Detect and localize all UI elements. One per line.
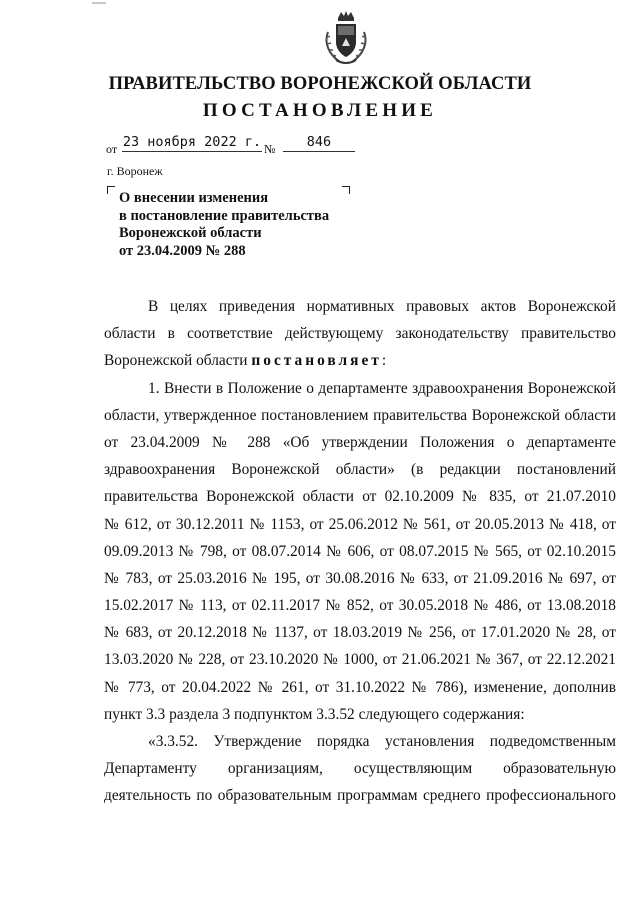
resolves-word: постановляет	[251, 352, 382, 370]
city-name: г. Воронеж	[107, 164, 163, 178]
subject-block	[119, 190, 359, 260]
subject-bracket-left	[107, 186, 115, 194]
coat-of-arms-icon	[322, 10, 370, 66]
quote-line: «3.3.52. Утверждение порядка установления подведомственным	[148, 733, 616, 750]
item-line: 09.09.2013 № 798, от 08.07.2014 № 606, от 08.07.2015 № 565, от 02.10.2015	[104, 542, 616, 560]
preamble-last-line	[104, 347, 616, 374]
quote-line: деятельность по образовательным программам среднего профессионального	[104, 787, 616, 805]
preamble-colon: :	[381, 352, 387, 370]
preamble-text: Воронежской области	[104, 352, 248, 370]
item-line: № 783, от 25.03.2016 № 195, от 30.08.2016 № 633, от 21.09.2016 № 697, от	[104, 569, 616, 587]
item-line: № 612, от 30.12.2011 № 1153, от 25.06.2012 № 561, от 20.05.2013 № 418, от	[104, 515, 616, 533]
date-prefix: от	[106, 142, 118, 156]
subject-line: от 23.04.2009 № 288	[119, 242, 246, 259]
item-line: области, утвержденное постановлением правительства Воронежской области	[104, 406, 616, 424]
item-line: пункт 3.3 раздела 3 подпунктом 3.3.52 следующего содержания:	[104, 705, 525, 723]
scan-artifact	[92, 2, 106, 4]
subject-line: О внесении изменения	[119, 190, 269, 206]
government-title: ПРАВИТЕЛЬСТВО ВОРОНЕЖСКОЙ ОБЛАСТИ	[108, 74, 532, 94]
item-line: № 773, от 20.04.2022 № 261, от 31.10.2022 № 786), изменение, дополнив	[104, 678, 616, 696]
document-date: 23 ноября 2022 г.	[122, 134, 262, 150]
date-number-line	[106, 134, 366, 158]
item-line: 13.03.2020 № 228, от 23.10.2020 № 1000, от 21.06.2021 № 367, от 22.12.2021	[104, 651, 616, 669]
preamble-line: области в соответствие действующему законодательству правительство	[104, 325, 616, 343]
item-line: от 23.04.2009 № 288 «Об утверждении Положения о департаменте	[104, 433, 616, 451]
item-line: 15.02.2017 № 113, от 02.11.2017 № 852, от 30.05.2018 № 486, от 13.08.2018	[104, 597, 616, 615]
item-line: № 683, от 20.12.2018 № 1137, от 18.03.2019 № 256, от 17.01.2020 № 28, от	[104, 624, 616, 642]
item-line: правительства Воронежской области от 02.10.2009 № 835, от 21.07.2010	[104, 488, 616, 506]
subject-line: в постановление правительства	[119, 207, 330, 224]
item-line: здравоохранения Воронежской области» (в редакции постановлений	[104, 461, 616, 479]
number-label: №	[264, 142, 276, 156]
document-type-title: ПОСТАНОВЛЕНИЕ	[202, 100, 438, 121]
subject-line: Воронежской области	[119, 225, 262, 241]
document-body	[104, 293, 616, 810]
document-number: 846	[283, 134, 355, 152]
item-line: 1. Внести в Положение о департаменте здравоохранения Воронежской	[148, 379, 616, 397]
preamble-line: В целях приведения нормативных правовых актов Воронежской	[148, 298, 616, 315]
quote-line: Департаменту организациям, осуществляющим образовательную	[104, 760, 616, 778]
